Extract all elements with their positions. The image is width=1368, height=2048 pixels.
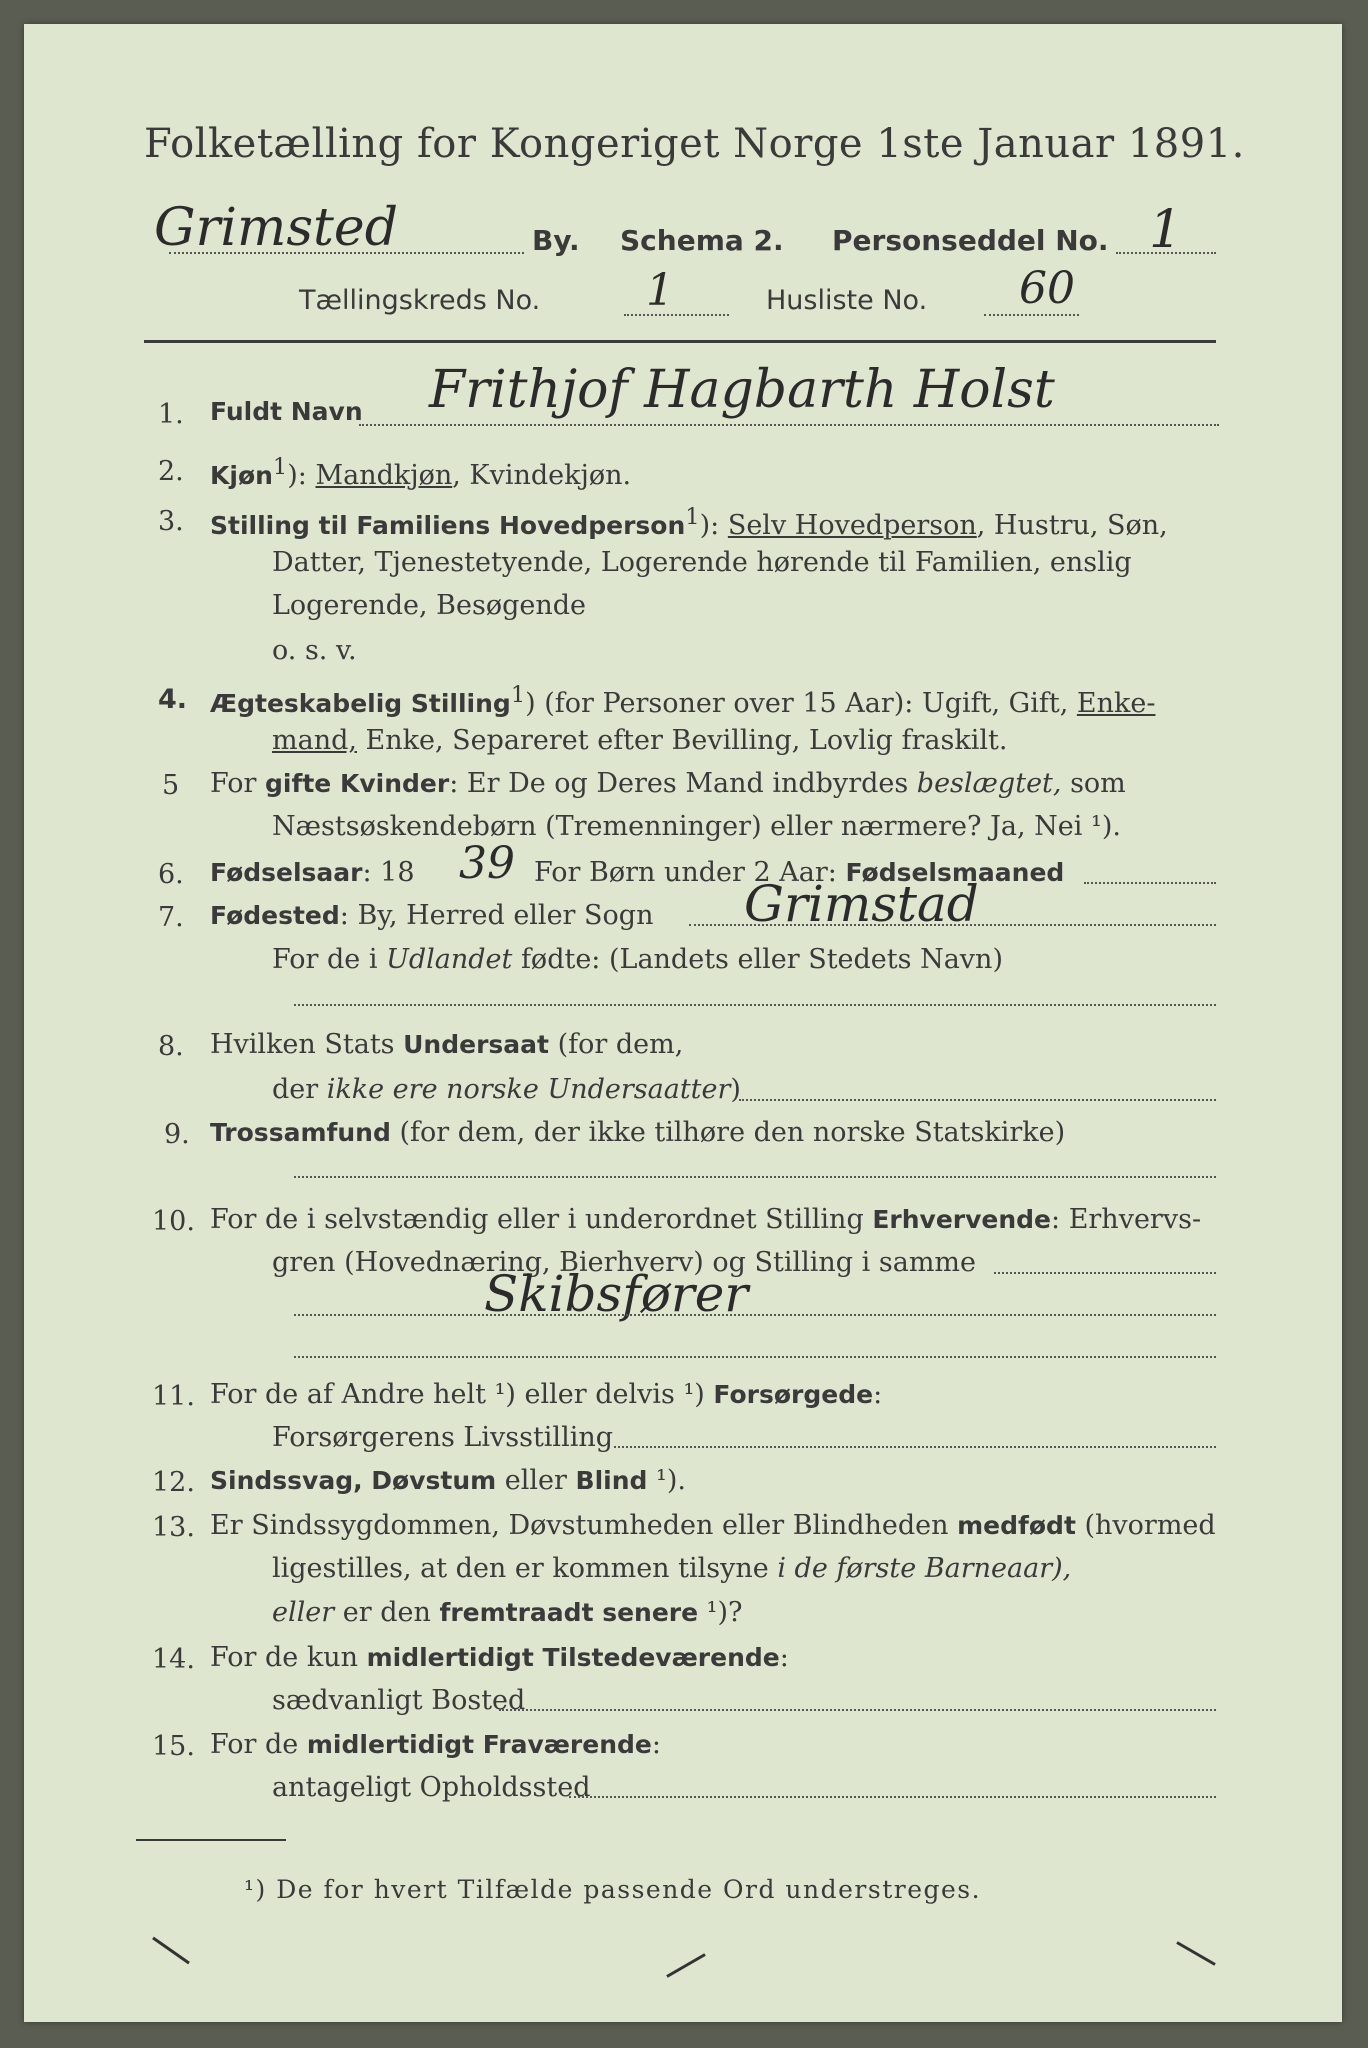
item-13-line1 [210, 1512, 1216, 1539]
item-10-dotted-line [994, 1272, 1216, 1274]
pin-mark-right [1176, 1941, 1216, 1966]
item-11-number: 11. [152, 1381, 195, 1412]
item-12-text-b: eller [496, 1465, 576, 1496]
item-3-number: 3. [158, 506, 184, 537]
item-10-text-a: For de i selvstændig eller i underordnet Stilling [210, 1204, 873, 1235]
city-dotted-line [169, 252, 524, 254]
taellingskreds-label: Tællingskreds No. [299, 285, 541, 316]
item-6-label: Fødselsaar [210, 858, 363, 887]
by-label: By. [532, 224, 580, 257]
item-12-text-d: ¹). [647, 1465, 686, 1496]
item-4-options-rest: Enke, Separeret efter Bevilling, Lovlig fraskilt. [356, 725, 1008, 756]
item-4-option-enkemand-part2: mand, [272, 725, 357, 756]
item-3-line1 [210, 506, 1168, 539]
census-form-page [24, 24, 1342, 2022]
item-14-line1 [210, 1644, 789, 1671]
item-9-label: Trossamfund [210, 1118, 391, 1147]
pin-mark-left [152, 1937, 190, 1965]
item-7-number: 7. [158, 902, 184, 933]
item-11-text-a: For de af Andre helt ¹) eller delvis ¹) [210, 1379, 714, 1410]
item-12-number: 12. [152, 1467, 195, 1498]
item-4-label: Ægteskabelig Stilling [210, 689, 511, 718]
item-1-value: Frithjof Hagbarth Holst [429, 360, 1055, 420]
item-12-label-c: Blind [575, 1466, 648, 1495]
item-13-text-a: Er Sindssygdommen, Døvstumheden eller Blindheden [210, 1510, 958, 1541]
item-8-line2-a: der [272, 1074, 327, 1105]
item-15-label: midlertidigt Fraværende [306, 1730, 652, 1759]
schema-label: Schema 2. [620, 224, 784, 257]
item-13-number: 13. [152, 1512, 195, 1543]
item-2-line [210, 456, 631, 489]
personseddel-dotted-line [1116, 252, 1216, 254]
item-6-text-c: For Børn under 2 Aar: [534, 857, 846, 888]
item-7-value: Grimstad [744, 875, 979, 933]
item-1-label: Fuldt Navn [210, 397, 363, 426]
item-3-line4: o. s. v. [272, 635, 357, 666]
item-2-sep: ): [287, 460, 316, 491]
item-3-line2: Datter, Tjenestetyende, Logerende hørende til Familien, enslig [272, 547, 1132, 578]
item-7-dotted-line [689, 924, 1216, 926]
item-13-line3-a: eller [272, 1597, 335, 1628]
item-7-line2 [272, 946, 1003, 973]
item-11-label: Forsørgede [713, 1380, 874, 1409]
item-7-line2-c: fødte: (Landets eller Stedets Navn) [512, 944, 1003, 975]
item-9-text: (for dem, der ikke tilhøre den norske Statskirke) [390, 1117, 1066, 1148]
item-10-dotted-line-3 [294, 1356, 1216, 1358]
item-5-text-d: beslægtet, [916, 768, 1062, 799]
item-10-number: 10. [152, 1206, 195, 1237]
item-7-text-b: : By, Herred eller Sogn [339, 900, 654, 931]
item-8-line2 [272, 1076, 741, 1103]
item-14-number: 14. [152, 1644, 195, 1675]
item-8-line2-b: ikke ere norske Undersaatter [326, 1074, 731, 1105]
item-15-text-c: : [651, 1729, 661, 1760]
item-6-value: 39 [459, 838, 515, 889]
taellingskreds-number: 1 [646, 265, 674, 316]
item-13-line3-d: ¹)? [698, 1597, 743, 1628]
item-10-dotted-line-2 [294, 1314, 1216, 1316]
item-15-text-a: For de [210, 1729, 307, 1760]
item-5-label: gifte Kvinder [265, 769, 450, 798]
footnote: ¹) De for hvert Tilfælde passende Ord understreges. [244, 1875, 982, 1904]
taellingskreds-dotted-line [624, 314, 729, 316]
item-12-label-a: Sindssvag, Døvstum [210, 1466, 497, 1495]
item-2-label: Kjøn [210, 461, 273, 490]
item-14-label: midlertidigt Tilstedeværende [366, 1643, 780, 1672]
footnote-mark: 1 [272, 454, 288, 480]
item-9-number: 9. [164, 1119, 190, 1150]
form-title: Folketælling for Kongeriget Norge 1ste Januar 1891. [144, 121, 1245, 167]
item-2-number: 2. [158, 456, 184, 487]
footnote-rule [136, 1839, 286, 1841]
item-15-line2: antageligt Opholdssted [272, 1772, 591, 1803]
item-14-text-c: : [779, 1642, 789, 1673]
item-11-line2: Forsørgerens Livsstilling [272, 1422, 614, 1453]
item-11-line1 [210, 1381, 882, 1408]
item-7-line2-b: Udlandet [386, 944, 513, 975]
item-3-option-selv-hovedperson: Selv Hovedperson [727, 510, 977, 541]
item-3-label: Stilling til Familiens Hovedperson [210, 511, 686, 540]
item-11-dotted-line [614, 1446, 1216, 1448]
item-6-prefix: : 18 [362, 857, 415, 888]
item-5-line2: Næstsøskendebørn (Tremenninger) eller nærmere? Ja, Nei ¹). [272, 811, 1121, 842]
item-13-label-b: fremtraadt senere [439, 1598, 699, 1627]
header-rule [144, 340, 1216, 343]
item-13-line3 [272, 1599, 743, 1626]
pin-mark-center [666, 1953, 706, 1978]
item-10-line1 [210, 1206, 1201, 1233]
item-4-line1 [210, 684, 1155, 717]
item-6-dotted-line [1084, 882, 1216, 884]
item-13-line2-b: i de første Barneaar), [777, 1553, 1072, 1584]
item-1-dotted-line [359, 424, 1219, 426]
item-8-line2-c: ) [730, 1074, 741, 1105]
item-8-line1 [210, 1031, 683, 1058]
item-5-text-e: som [1061, 768, 1126, 799]
husliste-dotted-line [984, 314, 1079, 316]
item-10-label: Erhvervende [872, 1205, 1052, 1234]
item-2-option-kvindekjon: , Kvindekjøn. [452, 460, 632, 491]
item-5-text-c: : Er De og Deres Mand indbyrdes [449, 768, 917, 799]
item-5-number: 5 [162, 770, 180, 801]
item-7-dotted-line-2 [294, 1004, 1216, 1006]
item-12-line [210, 1467, 686, 1494]
item-4-option-enkemand-part1: Enke- [1076, 688, 1156, 719]
item-5-line1 [210, 770, 1126, 797]
item-13-line2 [272, 1555, 1071, 1582]
item-14-text-a: For de kun [210, 1642, 367, 1673]
item-4-options: ) (for Personer over 15 Aar): Ugift, Gift, [525, 688, 1077, 719]
item-5-text-a: For [210, 768, 266, 799]
item-15-line1 [210, 1731, 661, 1758]
husliste-number: 60 [1019, 263, 1075, 314]
item-10-value: Skibsfører [484, 1265, 749, 1323]
item-10-text-c: : Erhvervs- [1051, 1204, 1202, 1235]
item-10-line2: gren (Hovednæring, Bierhverv) og Stilling i samme [272, 1247, 977, 1278]
item-11-text-c: : [873, 1379, 883, 1410]
item-8-text-a: Hvilken Stats [210, 1029, 404, 1060]
item-8-dotted-line [739, 1099, 1216, 1101]
item-9-dotted-line [294, 1176, 1216, 1178]
item-6-label-b: Fødselsmaaned [845, 858, 1065, 887]
item-1-number: 1. [158, 399, 184, 430]
item-3-options-rest: , Hustru, Søn, [976, 510, 1168, 541]
item-4-line2 [272, 727, 1007, 754]
personseddel-number: 1 [1149, 200, 1183, 260]
item-13-text-c: (hvormed [1075, 1510, 1216, 1541]
item-9-line [210, 1119, 1065, 1146]
item-3-sep: ): [699, 510, 728, 541]
city-handwritten: Grimsted [154, 198, 398, 258]
item-2-option-mandkjon: Mandkjøn [315, 460, 453, 491]
item-6-number: 6. [158, 859, 184, 890]
husliste-label: Husliste No. [766, 285, 928, 316]
item-14-line2: sædvanligt Bosted [272, 1685, 526, 1716]
item-7-line2-a: For de i [272, 944, 387, 975]
footnote-mark: 1 [685, 504, 700, 530]
item-3-line3: Logerende, Besøgende [272, 590, 586, 621]
item-4-number: 4. [158, 684, 188, 715]
item-13-line2-a: ligestilles, at den er kommen tilsyne [272, 1553, 778, 1584]
item-13-line3-b: er den [334, 1597, 440, 1628]
item-15-dotted-line [569, 1796, 1216, 1798]
item-7-line1 [210, 902, 653, 929]
item-14-dotted-line [499, 1709, 1216, 1711]
personseddel-label: Personseddel No. [832, 224, 1109, 257]
item-7-label: Fødested [210, 901, 340, 930]
item-8-label: Undersaat [403, 1030, 549, 1059]
footnote-mark: 1 [510, 682, 526, 708]
item-6-line [210, 859, 415, 886]
item-13-label: medfødt [957, 1511, 1076, 1540]
item-15-number: 15. [152, 1731, 195, 1762]
item-8-number: 8. [158, 1031, 184, 1062]
item-8-text-c: (for dem, [548, 1029, 684, 1060]
